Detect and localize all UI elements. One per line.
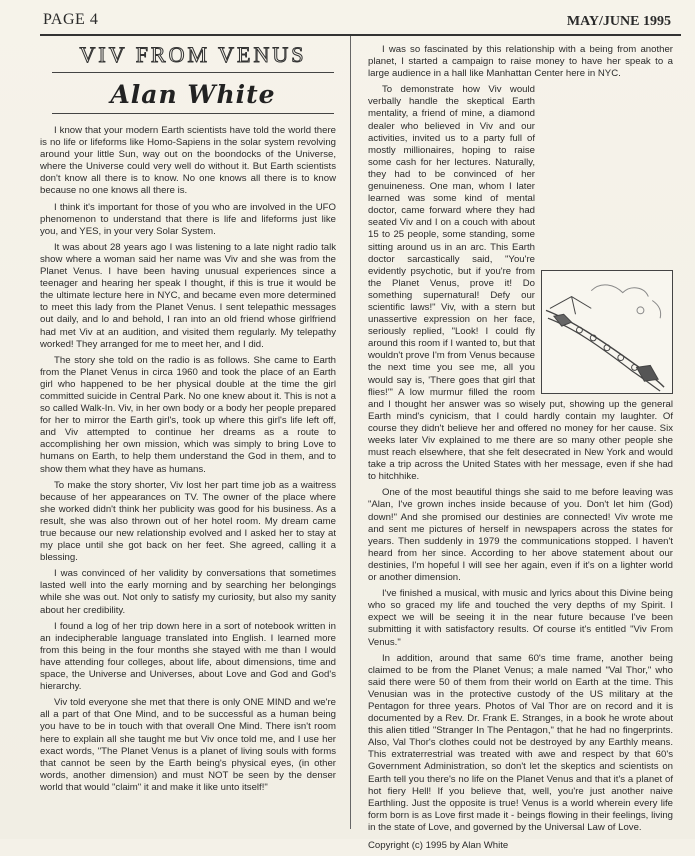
paragraph: I think it's important for those of you who are involved in the UFO phenomenon to understand that there is life and lifeforms just like you, and YES, in your very Solar System. <box>40 201 336 237</box>
left-column <box>40 125 336 798</box>
paragraph: I found a log of her trip down here in a sort of notebook written in an indecipherable language translated into English. I learned more from this being in the four months she stayed with me than I would have attending four colleges, about life, about dimensions, time and space, the Universe and Universes, about Love and God and God's hierarchy. <box>40 620 336 693</box>
paragraph: I've finished a musical, with music and lyrics about this Divine being who so graced my life and touched the very depths of my Spirit. I expect we will be seeing it in the near future because I've been submitting it with satisfactory results. Of course it's entitled "Viv From Venus." <box>368 588 673 648</box>
paragraph: One of the most beautiful things she said to me before leaving was "Alan, I've grown inches inside because of you. Don't let him (God) down!" And she promised our destinies are connected! Viv wrote me and sent me pictures of herself in newspapers across the states for years. Then suddenly in 1979 the communications stopped. I haven't heard from her since. According to her above statement about our destinies, I'm hopeful I will see her again, even if it's on a lighter world or another dimension. <box>368 487 673 584</box>
paragraph: To make the story shorter, Viv lost her part time job as a waitress because of her appearances on TV. The owner of the place where she worked didn't think her publicity was good for his business. As a result, she was also thrown out of her hotel room. My dream came true because our new relationship evolved and I asked her to stay at my place until she got back on her feet. She agreed, calling it a blessing. <box>40 479 336 564</box>
paragraph: The story she told on the radio is as follows. She came to Earth from the Planet Venus in circa 1960 and took the place of an Earth girl who happened to be her physical double at the time the girl committed suicide in Central Park. No one knew about it. This is not a so called Walk-In. Viv, in her own body or a body her people prepared for her to mirror the Earth girl's, took up where this girl's life left off, and Viv attempted to continue her dreams as a route to accomplishing her own mission, which was simply to bring Love to humans on Earth, to help them understand the God in them, and to show them what they have as humans. <box>40 354 336 475</box>
copyright-line: Copyright (c) 1995 by Alan White <box>368 840 509 851</box>
spaceship-sketch-icon <box>541 270 673 394</box>
paragraph: I know that your modern Earth scientists have told the world there is no life or lifeforms like Homo-Sapiens in the solar system revolving around your little Sun, way out on the boondocks of the Universe, where the Universe could very well do without it. But Earth scientists don't know all there is to know. No one knows all there is to know because no one knows all there is. <box>40 125 336 197</box>
paragraph: It was about 28 years ago I was listening to a late night radio talk show where a woman said her name was Viv and she was from the Planet Venus. I have been having unusual experiences since a teenager and hearing her speak I thought, if this is true it would be the ultimate lecture here in NYC, and became even more determined to meet this lady from the Planet Venus. I sent telepathic messages out daily, and lo and behold, I ran into an old friend whose girlfriend had met Viv at an audition, and visited them regularly. My telepathy worked! They arranged for me to meet her, and I did. <box>40 241 336 350</box>
article-title: VIV FROM VENUS <box>79 42 307 67</box>
author-rule <box>52 113 334 114</box>
paragraph: I was so fascinated by this relationship with a being from another planet, I started a campaign to raise money to have her speak to a large audience in a hall like Manhattan Center here in NYC. <box>368 44 673 80</box>
page-number: PAGE 4 <box>43 11 99 28</box>
paragraph: Viv told everyone she met that there is only ONE MIND and we're all a part of that One Mind, and to be successful as a human being you have to be in touch with that overall One Mind. There isn't room here to explain all she taught me but Viv once told me, and I use her exact words, "The Planet Venus is a planet of living souls with forms that cannot be seen by the Earth being's physical eyes, (in other words, another dimension) and must NOT be seen by the denser world that would "claim" it and make it like unto itself!" <box>40 697 336 793</box>
right-column <box>368 44 673 856</box>
article-author: Alan White <box>110 80 276 109</box>
title-rule <box>52 72 334 73</box>
issue-date: MAY/JUNE 1995 <box>566 14 671 29</box>
header-rule <box>40 34 681 36</box>
paragraph: In addition, around that same 60's time frame, another being claimed to be from the Planet Venus; a male named "Val Thor," who said there were 50 of them from their world on Earth at the time. This Venusian was in the protective custody of the US military at the Pentagon for three years. Photos of Val Thor are on record and it is documented by a Rev. Dr. Frank E. Stranges, in a book he wrote about this alien titled "Stranger In The Pentagon," that he had no fingerprints. Also, Val Thor's clothes could not be destroyed by any Earthly means. This extraterrestrial was treated with awe and respect by that 60's Government Administration, so don't let the skeptics and scientists on Earth tell you there's no life on the Planet Venus and that it's a planet of hot fiery Hell! If you believe that, well, you're just another naive Earthling. Just the opposite is true! Venus is a world wherein every life form born is as Love first made it - beings flowing in their feelings, living in the state of Love, and governed by the Universal Law of Love. <box>368 652 673 833</box>
column-divider <box>350 36 351 829</box>
spaceship-drawing <box>542 271 672 393</box>
paragraph: I was convinced of her validity by conversations that sometimes lasted well into the early morning and by searching her belongings while she was out. Not only to satisfy my curiosity, but also my sanity about her credibility. <box>40 568 336 616</box>
paragraph: To demonstrate how Viv would verbally handle the skeptical Earth mentality, a friend of mine, a diamond dealer who believed in Viv and our activities, invited us to a party full of mostly millionaires, hoping to raise some cash for her lectures. Naturally, they had to be convinced of her genuineness. One man, whom I later learned was some kind of mental doctor, came forward where they had seated Viv and I on a couch with about 15 to 25 people, some standing, some sitting around us in an arc. This Earth doctor sarcastically said, "You're evidently psychotic, but if you're from the Planet Venus, prove it! Do something supernatural! Defy our scientific laws!" Viv, with a stern but unassertive expression on her face, seriously replied, "Look! I could fly around this room if I wanted to, but that wouldn't prove I'm from Venus because the next time you see me, all you would say is, 'There goes that girl that flies!'" A low murmur filled the room and I thought her answer was so wisely put, showing up the general Earth mind's cynicism, that I could hardly contain my laughter. Of course they didn't believe her and offered no money for her cause. Six weeks later Viv explained to me there are so many other people she must reach elsewhere, that she felt desecrated in New York and would take a trip across the United States with her message, even if she had to hitchhike. <box>368 84 673 483</box>
